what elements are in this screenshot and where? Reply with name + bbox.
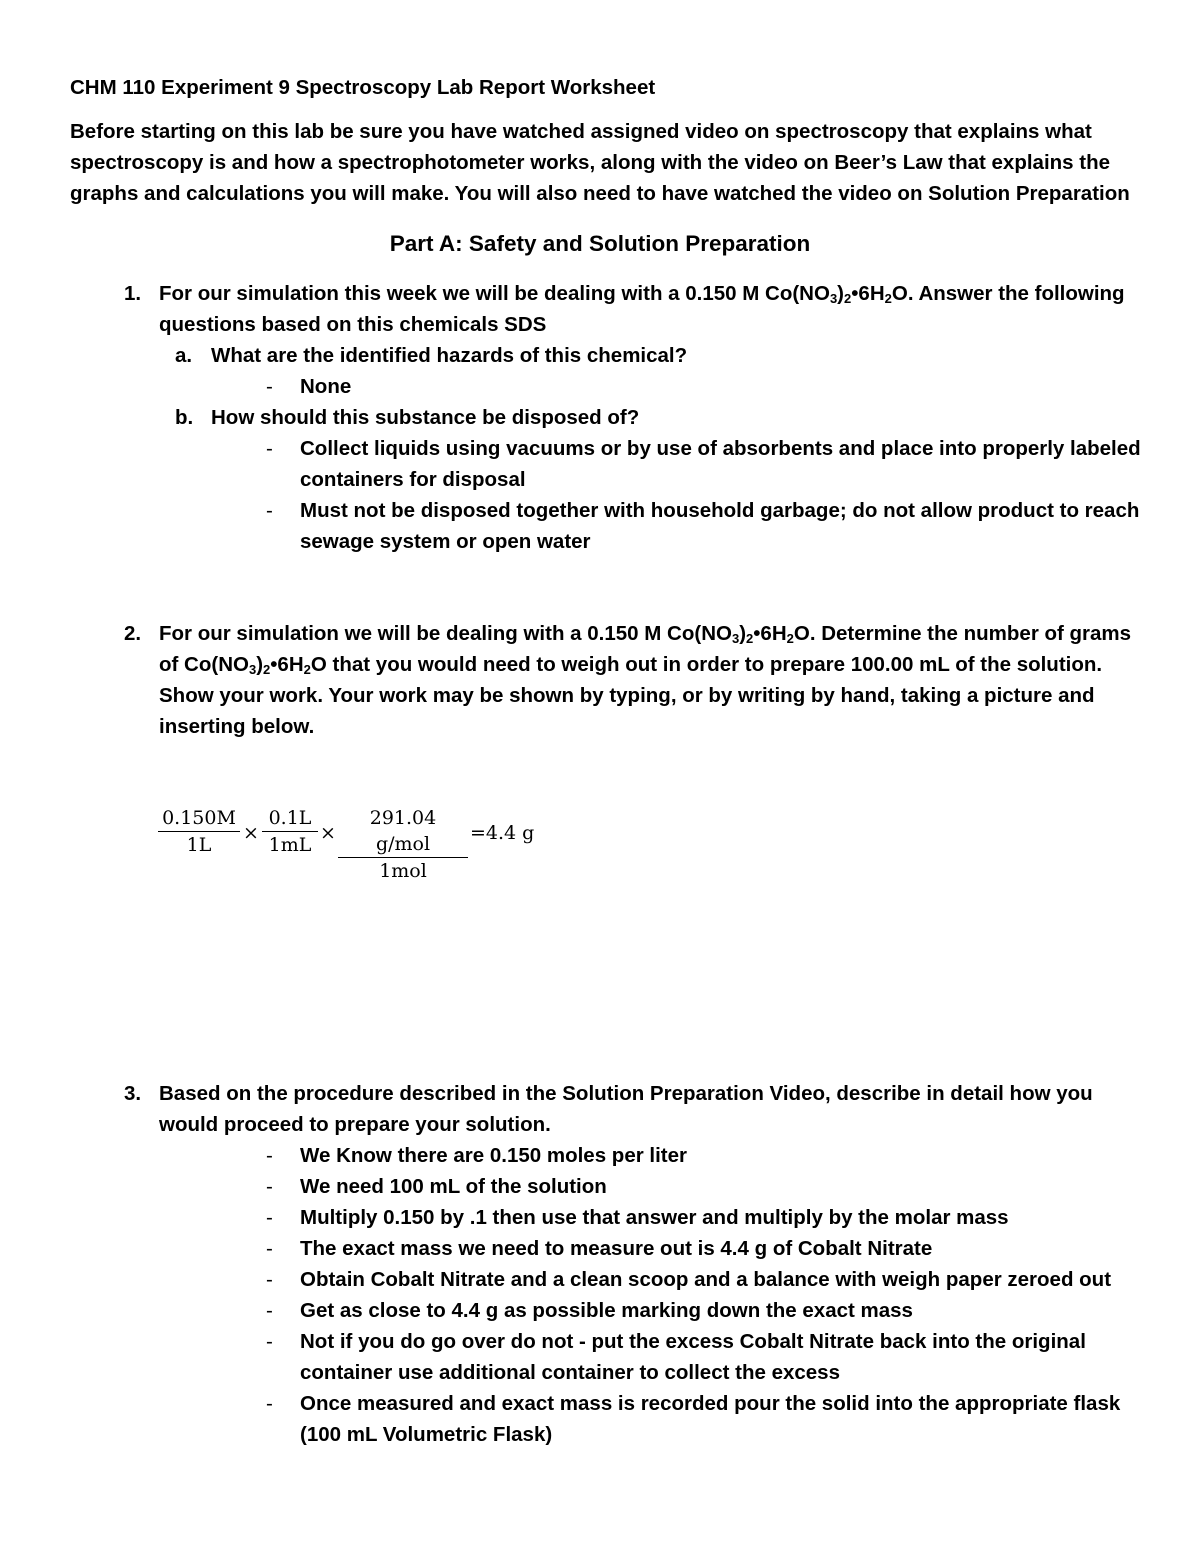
q3-dash-5: - [266,1268,273,1291]
fraction-molarity-numerator: 0.150M [158,805,240,832]
q3-dash-1: - [266,1144,273,1167]
fraction-molar-mass [338,805,468,884]
q3-dash-4: - [266,1237,273,1260]
q1a-dash: - [266,375,273,398]
q2-number: 2. [124,622,142,645]
q1b-answer-2b: sewage system or open water [300,530,591,553]
q3-step-1: We Know there are 0.150 moles per liter [300,1144,687,1167]
q3-step-3: Multiply 0.150 by .1 then use that answer and multiply by the molar mass [300,1206,1009,1229]
q3-step-8a: Once measured and exact mass is recorded pour the solid into the appropriate flask [300,1392,1121,1415]
q1b-answer-1b: containers for disposal [300,468,526,491]
q1-line-2: questions based on this chemicals SDS [159,313,547,336]
q3-dash-2: - [266,1175,273,1198]
q1b-question: How should this substance be disposed of? [211,406,640,429]
q2-line-1: For our simulation we will be dealing with a 0.150 M $Co(NO_3)_2•6H_2O$. Determine the number of grams [159,622,1132,646]
q2-line-4: inserting below. [159,715,315,738]
q1b-answer-2a: Must not be disposed together with household garbage; do not allow product to reach [300,499,1140,522]
q1b-answer-1a: Collect liquids using vacuums or by use of absorbents and place into properly labeled [300,437,1141,460]
document-title: CHM 110 Experiment 9 Spectroscopy Lab Report Worksheet [70,76,656,99]
fraction-molarity-denominator: 1L [186,834,212,856]
q1-line-1: For our simulation this week we will be dealing with a 0.150 M $Co(NO_3)_2•6H_2O$. Answer the following [159,282,1125,306]
fraction-molarity [158,805,240,858]
fraction-volume [262,805,318,858]
q3-dash-7: - [266,1330,273,1353]
q3-dash-8: - [266,1392,273,1415]
equation-result: =4.4 g [470,822,535,844]
q3-step-4: The exact mass we need to measure out is 4.4 g of Cobalt Nitrate [300,1237,933,1260]
q2-line-3: Show your work. Your work may be shown by typing, or by writing by hand, taking a picture and [159,684,1095,707]
q3-step-2: We need 100 mL of the solution [300,1175,607,1198]
q3-step-7b: container use additional container to collect the excess [300,1361,840,1384]
fraction-molar-mass-numerator: 291.04 g/mol [338,805,468,858]
q1b-label: b. [175,406,194,429]
q3-step-8b: (100 mL Volumetric Flask) [300,1423,553,1446]
q3-number: 3. [124,1082,142,1105]
q1-number: 1. [124,282,142,305]
fraction-molar-mass-denominator: 1mol [379,860,427,882]
q3-dash-6: - [266,1299,273,1322]
times-symbol-2: × [320,822,336,844]
fraction-volume-denominator: 1mL [268,834,312,856]
q3-line-2: would proceed to prepare your solution. [159,1113,551,1136]
q3-step-5: Obtain Cobalt Nitrate and a clean scoop and a balance with weigh paper zeroed out [300,1268,1112,1291]
part-a-heading: Part A: Safety and Solution Preparation [389,231,811,256]
fraction-volume-numerator: 0.1L [262,805,318,832]
intro-paragraph: Before starting on this lab be sure you have watched assigned video on spectroscopy that explains what spectroscopy is and how a spectrophotometer works, along with the video on Beer’s Law that explains the graphs and calculations you will make. You will also need to have watched the video on Solution Preparation [70,120,1130,205]
q3-step-7a: Not if you do go over do not - put the excess Cobalt Nitrate back into the original [300,1330,1086,1353]
q3-step-6: Get as close to 4.4 g as possible marking down the exact mass [300,1299,913,1322]
q3-line-1: Based on the procedure described in the Solution Preparation Video, describe in detail how you [159,1082,1093,1105]
q3-dash-3: - [266,1206,273,1229]
q1a-answer: None [300,375,352,398]
q1b-dash-2: - [266,499,273,522]
q1a-question: What are the identified hazards of this chemical? [211,344,688,367]
times-symbol-1: × [243,822,259,844]
q2-line-2: of $Co(NO_3)_2•6H_2O$ that you would need to weigh out in order to prepare 100.00 mL of the solution. [159,653,1103,677]
q1b-dash-1: - [266,437,273,460]
q1a-label: a. [175,344,193,367]
